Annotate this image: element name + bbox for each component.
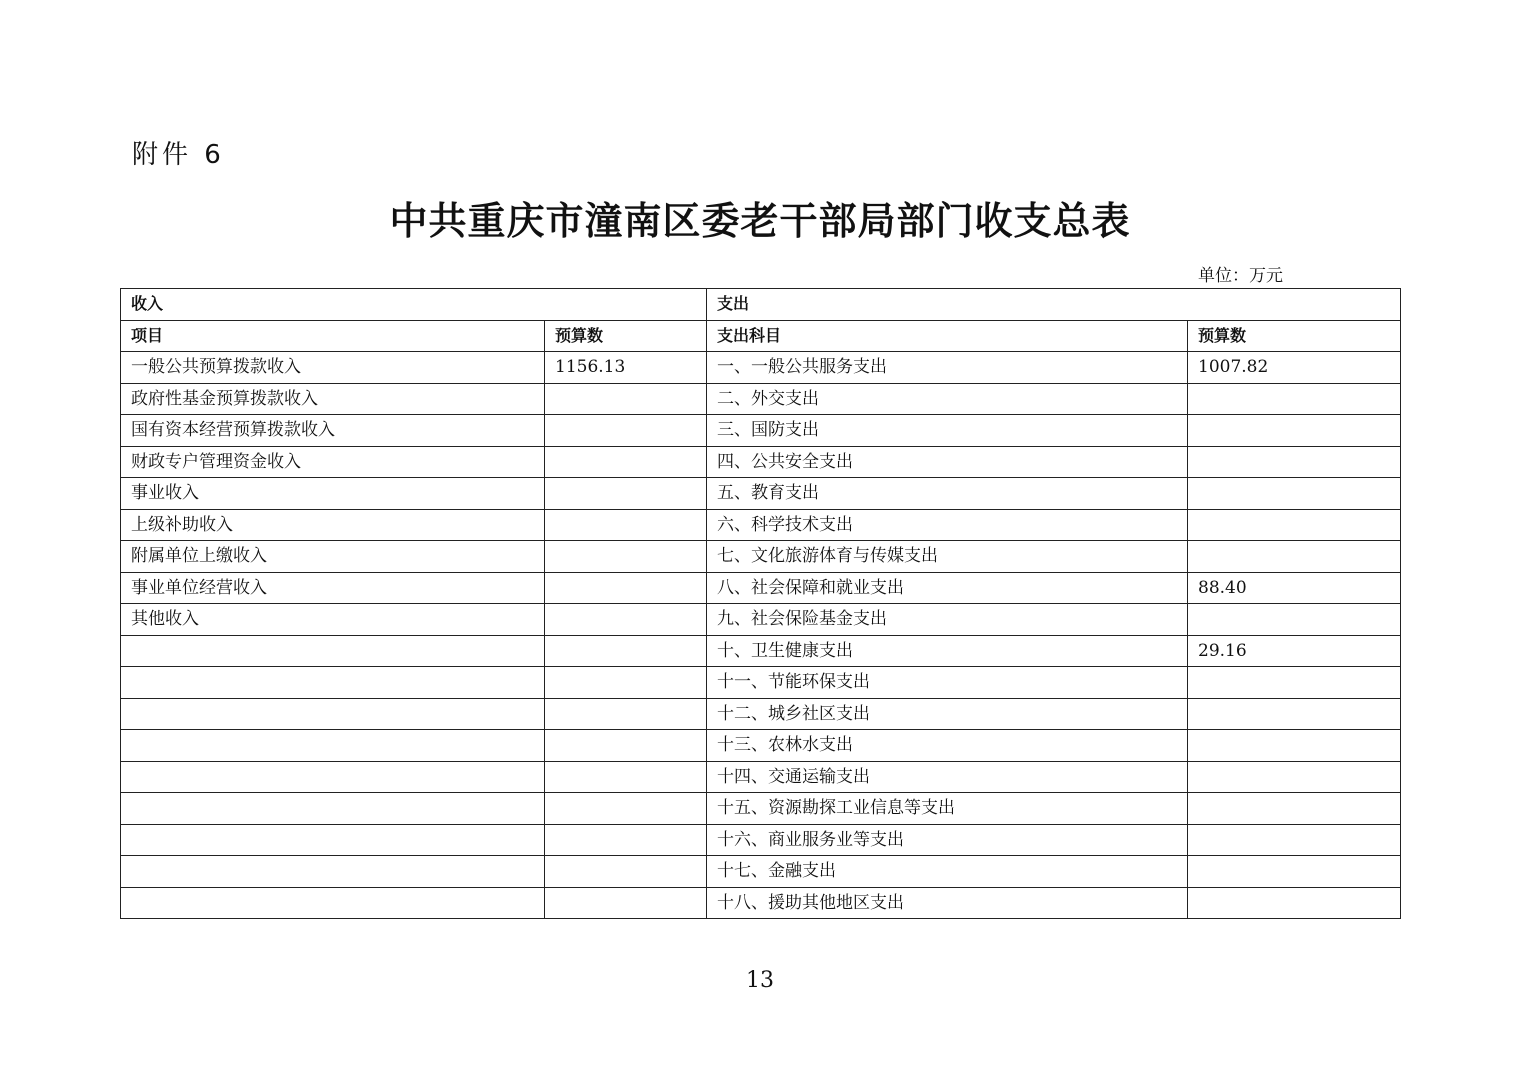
expense-budget-cell: 29.16 [1188,635,1401,667]
expense-budget-cell [1188,793,1401,825]
income-budget-cell [545,541,707,573]
budget-summary-table [120,288,1401,919]
table-row [121,856,1401,888]
income-budget-cell [545,383,707,415]
income-item-cell [121,730,545,762]
expense-budget-cell [1188,446,1401,478]
income-item-cell: 政府性基金预算拨款收入 [121,383,545,415]
income-budget-cell [545,478,707,510]
table-row [121,667,1401,699]
income-item-cell [121,667,545,699]
table-row [121,478,1401,510]
expense-item-cell: 十八、援助其他地区支出 [707,887,1188,919]
expense-budget-cell [1188,604,1401,636]
expense-budget-header: 预算数 [1188,320,1401,352]
income-budget-cell [545,793,707,825]
income-item-cell [121,856,545,888]
expense-section-header: 支出 [707,289,1401,321]
expense-item-cell: 十三、农林水支出 [707,730,1188,762]
income-item-cell: 国有资本经营预算拨款收入 [121,415,545,447]
income-budget-cell: 1156.13 [545,352,707,384]
expense-item-cell: 五、教育支出 [707,478,1188,510]
table-row [121,415,1401,447]
expense-budget-cell: 1007.82 [1188,352,1401,384]
table-row [121,887,1401,919]
income-budget-cell [545,667,707,699]
expense-item-cell: 十四、交通运输支出 [707,761,1188,793]
table-row [121,572,1401,604]
table-row [121,509,1401,541]
expense-item-cell: 一、一般公共服务支出 [707,352,1188,384]
income-item-cell: 附属单位上缴收入 [121,541,545,573]
table-row [121,635,1401,667]
expense-item-cell: 十二、城乡社区支出 [707,698,1188,730]
income-item-header: 项目 [121,320,545,352]
income-budget-cell [545,572,707,604]
unit-label: 单位：万元 [1198,266,1283,286]
income-budget-header: 预算数 [545,320,707,352]
income-item-cell: 事业单位经营收入 [121,572,545,604]
income-item-cell [121,698,545,730]
table-row [121,761,1401,793]
income-budget-cell [545,415,707,447]
expense-item-cell: 八、社会保障和就业支出 [707,572,1188,604]
expense-item-header: 支出科目 [707,320,1188,352]
income-budget-cell [545,635,707,667]
income-item-cell [121,887,545,919]
income-budget-cell [545,730,707,762]
expense-budget-cell [1188,541,1401,573]
income-budget-cell [545,509,707,541]
expense-item-cell: 十一、节能环保支出 [707,667,1188,699]
expense-budget-cell [1188,761,1401,793]
expense-item-cell: 六、科学技术支出 [707,509,1188,541]
expense-budget-cell [1188,856,1401,888]
expense-budget-cell [1188,509,1401,541]
expense-budget-cell [1188,887,1401,919]
expense-budget-cell [1188,415,1401,447]
expense-item-cell: 三、国防支出 [707,415,1188,447]
expense-budget-cell [1188,698,1401,730]
income-budget-cell [545,887,707,919]
table-row [121,698,1401,730]
income-item-cell [121,793,545,825]
table-row [121,793,1401,825]
expense-item-cell: 四、公共安全支出 [707,446,1188,478]
income-item-cell [121,635,545,667]
expense-item-cell: 二、外交支出 [707,383,1188,415]
expense-item-cell: 七、文化旅游体育与传媒支出 [707,541,1188,573]
table-row [121,541,1401,573]
column-header-row [121,320,1401,352]
table-row [121,824,1401,856]
income-budget-cell [545,856,707,888]
budget-table-body [121,289,1401,919]
table-row [121,730,1401,762]
income-item-cell [121,761,545,793]
expense-budget-cell [1188,667,1401,699]
income-budget-cell [545,698,707,730]
expense-budget-cell [1188,730,1401,762]
expense-budget-cell: 88.40 [1188,572,1401,604]
expense-budget-cell [1188,824,1401,856]
table-row [121,383,1401,415]
income-budget-cell [545,446,707,478]
expense-item-cell: 九、社会保险基金支出 [707,604,1188,636]
attachment-label: 附件 6 [132,140,225,170]
table-row [121,446,1401,478]
income-budget-cell [545,824,707,856]
section-header-row [121,289,1401,321]
income-item-cell: 财政专户管理资金收入 [121,446,545,478]
income-budget-cell [545,761,707,793]
expense-budget-cell [1188,478,1401,510]
table-row [121,352,1401,384]
income-item-cell: 一般公共预算拨款收入 [121,352,545,384]
table-row [121,604,1401,636]
income-item-cell: 事业收入 [121,478,545,510]
expense-item-cell: 十五、资源勘探工业信息等支出 [707,793,1188,825]
income-item-cell: 上级补助收入 [121,509,545,541]
expense-item-cell: 十七、金融支出 [707,856,1188,888]
expense-item-cell: 十、卫生健康支出 [707,635,1188,667]
page-title: 中共重庆市潼南区委老干部局部门收支总表 [389,199,1131,243]
income-budget-cell [545,604,707,636]
expense-item-cell: 十六、商业服务业等支出 [707,824,1188,856]
page-number: 13 [746,968,774,993]
income-section-header: 收入 [121,289,707,321]
income-item-cell: 其他收入 [121,604,545,636]
expense-budget-cell [1188,383,1401,415]
income-item-cell [121,824,545,856]
